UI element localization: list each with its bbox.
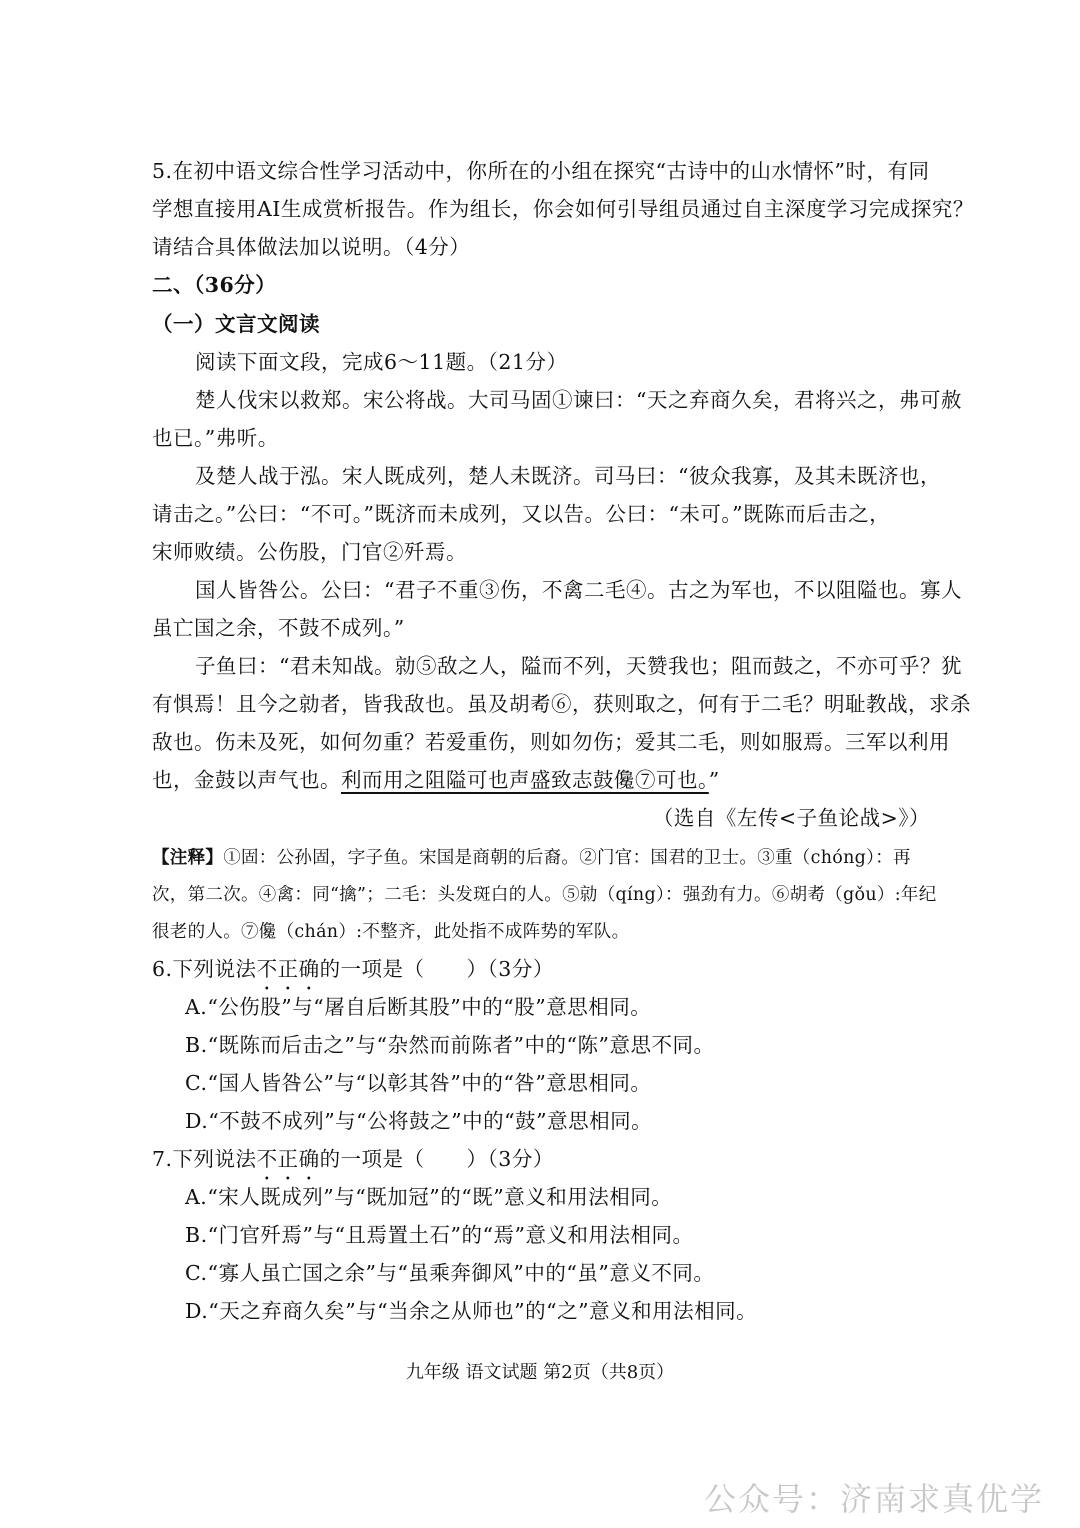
q6-stem [152,954,554,984]
passage-p3-line-2: 虽亡国之余，不鼓不成列。” [152,616,405,640]
q7-stem-post: 的一项是（ ）（3分） [319,1147,554,1171]
part-1-instruction: 阅读下面文段，完成6～11题。（21分） [195,350,568,374]
section-2-heading: 二、（36分） [152,273,277,297]
q7-emphasis-3: 确 [298,1147,320,1171]
q7-option-d: D.“天之弃商久矣”与“当余之从师也”的“之”意义和用法相同。 [185,1299,758,1323]
passage-p2-line-2: 请击之。”公曰：“不可。”既济而未成列，又以告。公曰：“未可。”既陈而后击之， [152,502,891,526]
q6-emphasis-3: 确 [298,957,320,981]
passage-p1-line-1: 楚人伐宋以救郑。宋公将战。大司马固①谏曰：“天之弃商久矣，君将兴之，弗可赦 [195,388,962,412]
watermark: 公众号：济南求真优学 [703,1480,1044,1518]
q6-stem-pre: 6.下列说法 [152,957,257,981]
q6-option-c: C.“国人皆咎公”与“以彰其咎”中的“咎”意思相同。 [185,1071,652,1095]
page-footer: 九年级 语文试题 第2页（共8页） [405,1362,675,1383]
q7-emphasis-2: 正 [277,1147,299,1171]
passage-p4-line-4 [152,765,720,795]
notes-line-3: 很老的人。⑦儳（chán）:不整齐，此处指不成阵势的军队。 [152,922,630,942]
passage-source: （选自《左传<子鱼论战>》） [652,806,930,830]
q7-option-a: A.“宋人既成列”与“既加冠”的“既”意义和用法相同。 [185,1185,673,1209]
passage-p2-line-3: 宋师败绩。公伤股，门官②歼焉。 [152,540,467,564]
q6-emphasis-2: 正 [277,957,299,981]
passage-p4-line-4-end: ” [708,768,720,792]
q7-stem [152,1144,554,1174]
passage-p3-line-1: 国人皆咎公。公曰：“君子不重③伤，不禽二毛④。古之为军也，不以阻隘也。寡人 [195,578,962,602]
passage-p4-line-4-start: 也，金鼓以声气也。 [152,768,341,792]
q6-option-a: A.“公伤股”与“屠自后断其股”中的“股”意思相同。 [185,995,652,1019]
notes-label: 【注释】 [152,848,224,868]
passage-p2-line-1: 及楚人战于泓。宋人既成列，楚人未既济。司马曰：“彼众我寡，及其未既济也， [195,464,941,488]
q5-line-1: 5.在初中语文综合性学习活动中，你所在的小组在探究“古诗中的山水情怀”时，有同 [152,159,930,183]
q6-stem-post: 的一项是（ ）（3分） [319,957,554,981]
notes-line-2: 次，第二次。④禽：同“擒”；二毛：头发斑白的人。⑤勍（qíng）：强劲有力。⑥胡耇（gǒu）:年纪 [152,885,937,905]
underlined-sentence: 利而用之阻隘可也声盛致志鼓儳⑦可也。 [341,768,709,792]
q6-option-d: D.“不鼓不成列”与“公将鼓之”中的“鼓”意思相同。 [185,1109,653,1133]
q7-option-c: C.“寡人虽亡国之余”与“虽乘奔御风”中的“虽”意义不同。 [185,1261,715,1285]
q5-line-3: 请结合具体做法加以说明。（4分） [152,235,471,259]
passage-p4-line-3: 敌也。伤未及死，如何勿重？若爱重伤，则如勿伤；爱其二毛，则如服焉。三军以利用 [152,730,950,754]
q6-emphasis-1: 不 [256,957,278,981]
q7-option-b: B.“门官歼焉”与“且焉置土石”的“焉”意义和用法相同。 [185,1223,694,1247]
notes-line-1 [152,843,911,873]
notes-line-1-text: ①固：公孙固，字子鱼。宋国是商朝的后裔。②门官：国君的卫士。③重（chóng）：再 [223,848,911,868]
q7-emphasis-1: 不 [256,1147,278,1171]
q5-line-2: 学想直接用AI生成赏析报告。作为组长，你会如何引导组员通过自主深度学习完成探究？ [152,197,974,221]
passage-p1-line-2: 也已。”弗听。 [152,426,279,450]
passage-p4-line-1: 子鱼曰：“君未知战。勍⑤敌之人，隘而不列，天赞我也；阻而鼓之，不亦可乎？犹 [195,654,962,678]
part-1-heading: （一）文言文阅读 [152,312,320,336]
passage-p4-line-2: 有惧焉！且今之勍者，皆我敌也。虽及胡耇⑥，获则取之，何有于二毛？明耻教战，求杀 [152,692,971,716]
q7-stem-pre: 7.下列说法 [152,1147,257,1171]
q6-option-b: B.“既陈而后击之”与“杂然而前陈者”中的“陈”意思不同。 [185,1033,715,1057]
